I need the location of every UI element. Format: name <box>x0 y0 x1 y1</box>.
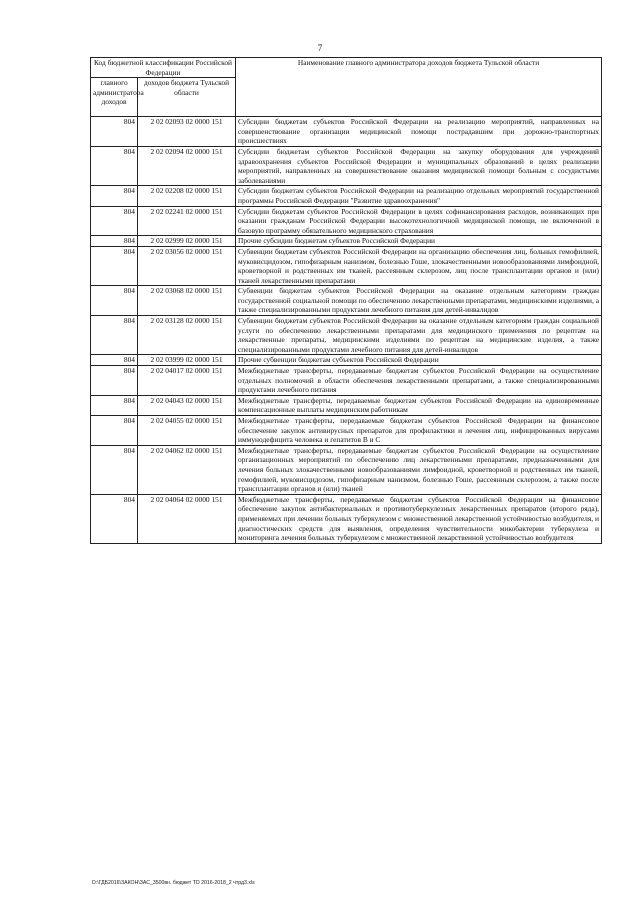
table-row <box>91 355 602 366</box>
table-row <box>91 117 602 147</box>
admin-code: 804 <box>91 445 138 494</box>
revenue-code: 2 02 03999 02 0000 151 <box>138 355 236 366</box>
admin-code: 804 <box>91 494 138 543</box>
table-row <box>91 494 602 543</box>
revenue-column-header: доходов бюджета Тульской области <box>138 78 236 117</box>
admin-code: 804 <box>91 186 138 206</box>
table-row <box>91 146 602 185</box>
revenue-code: 2 02 03068 02 0000 151 <box>138 286 236 316</box>
budget-classification-table <box>90 57 602 544</box>
admin-code: 804 <box>91 286 138 316</box>
revenue-name: Субвенции бюджетам субъектов Российской Федерации на организацию обеспечения лиц, больных гемофилией, муковисцидозом, гипофизарным нанизмом, болезнью Гоше, злокачественными новообразованиями лимфоидной, кроветворной и родственных им тканей, рассеянным склерозом, лиц после трансплантации органов и (или) тканей лекарственными препаратами <box>236 246 602 285</box>
admin-column-header: главного администратора доходов <box>91 78 138 117</box>
admin-code: 804 <box>91 395 138 415</box>
revenue-name: Субсидии бюджетам субъектов Российской Федерации на реализацию мероприятий, направленных на совершенствование организации медицинской помощи пострадавшим при дорожно-транспортных происшествиях <box>236 117 602 147</box>
table-row <box>91 395 602 415</box>
admin-code: 804 <box>91 236 138 247</box>
admin-code: 804 <box>91 316 138 355</box>
revenue-name: Прочие субвенции бюджетам субъектов Российской Федерации <box>236 355 602 366</box>
revenue-code: 2 02 03056 02 0000 151 <box>138 246 236 285</box>
revenue-code: 2 02 04017 02 0000 151 <box>138 366 236 396</box>
file-path-footer: D:\ГДБ2016\ЗАКОН\ЗАС_3500вн. бюджет ТО 2016-2018_2 чтрд3.xls <box>92 880 255 886</box>
table-row <box>91 236 602 247</box>
revenue-code: 2 02 04055 02 0000 151 <box>138 416 236 446</box>
admin-code: 804 <box>91 355 138 366</box>
revenue-code: 2 02 02241 02 0000 151 <box>138 206 236 236</box>
admin-code: 804 <box>91 117 138 147</box>
table-row <box>91 445 602 494</box>
admin-code: 804 <box>91 146 138 185</box>
table-row <box>91 186 602 206</box>
revenue-name: Субсидии бюджетам субъектов Российской Федерации в целях софинансирования расходов, возникающих при оказании гражданам Российской Федерации высокотехнологичной медицинской помощи, не включенной в базовую программу обязательного медицинского страхования <box>236 206 602 236</box>
table-row <box>91 286 602 316</box>
name-column-header: Наименование главного администратора доходов бюджета Тульской области <box>236 58 602 117</box>
revenue-name: Субсидии бюджетам субъектов Российской Федерации на реализацию отдельных мероприятий государственной программы Российской Федерации "Развитие здравоохранения" <box>236 186 602 206</box>
revenue-name: Субвенции бюджетам субъектов Российской Федерации на оказание отдельным категориям граждан социальной услуги по обеспечению лекарственными препаратами для медицинского применения по рецептам на лекарственные препараты, медицинскими изделиями по рецептам на медицинские изделия, а также специализированными продуктами лечебного питания для детей-инвалидов <box>236 316 602 355</box>
revenue-name: Прочие субсидии бюджетам субъектов Российской Федерации <box>236 236 602 247</box>
table-row <box>91 206 602 236</box>
revenue-code: 2 02 04064 02 0000 151 <box>138 494 236 543</box>
revenue-code: 2 02 02208 02 0000 151 <box>138 186 236 206</box>
revenue-name: Межбюджетные трансферты, передаваемые бюджетам субъектов Российской Федерации на финансовое обеспечение закупок антивирусных препаратов для профилактики и лечения лиц, инфицированных вирусами иммунодефицита человека и гепатитов В и С <box>236 416 602 446</box>
revenue-name: Межбюджетные трансферты, передаваемые бюджетам субъектов Российской Федерации на осуществление организационных мероприятий по обеспечению лиц лекарственными препаратами, предназначенными для лечения больных злокачественными новообразованиями лимфоидной, кроветворной и родственных им тканей, гемофилией, муковисцидозом, гипофизарным нанизмом, болезнью Гоше, рассеянным склерозом, а также после трансплантации органов и (или) тканей <box>236 445 602 494</box>
code-group-header: Код бюджетной классификации Российской Федерации <box>91 58 236 78</box>
admin-code: 804 <box>91 246 138 285</box>
revenue-name: Межбюджетные трансферты, передаваемые бюджетам субъектов Российской Федерации на финансовое обеспечение закупок антибактериальных и противотуберкулезных лекарственных препаратов (второго ряда), применяемых при лечении больных туберкулезом с множественной лекарственной устойчивостью возбудителя, и диагностических средств для выявления, определения чувствительности микобактерии туберкулеза и мониторинга лечения больных туберкулезом с множественной лекарственной устойчивостью возбудителя <box>236 494 602 543</box>
table-row <box>91 416 602 446</box>
revenue-name: Субвенции бюджетам субъектов Российской Федерации на оказание отдельным категориям граждан государственной социальной помощи по обеспечению лекарственными препаратами, медицинскими изделиями, а также специализированными продуктами лечебного питания для детей-инвалидов <box>236 286 602 316</box>
revenue-code: 2 02 04062 02 0000 151 <box>138 445 236 494</box>
table-row <box>91 366 602 396</box>
revenue-name: Субсидии бюджетам субъектов Российской Федерации на закупку оборудования для учреждений здравоохранения субъектов Российской Федерации и муниципальных образований в целях реализации мероприятий, направленных на совершенствование оказания медицинской помощи больным с сосудистыми заболеваниями <box>236 146 602 185</box>
revenue-code: 2 02 04043 02 0000 151 <box>138 395 236 415</box>
revenue-code: 2 02 03128 02 0000 151 <box>138 316 236 355</box>
revenue-name: Межбюджетные трансферты, передаваемые бюджетам субъектов Российской Федерации на единовременные компенсационные выплаты медицинским работникам <box>236 395 602 415</box>
admin-code: 804 <box>91 416 138 446</box>
revenue-code: 2 02 02094 02 0000 151 <box>138 146 236 185</box>
revenue-name: Межбюджетные трансферты, передаваемые бюджетам субъектов Российской Федерации на осуществление отдельных полномочий в области обеспечения лекарственными препаратами, а также специализированными продуктами лечебного питания <box>236 366 602 396</box>
table-row <box>91 246 602 285</box>
revenue-code: 2 02 02999 02 0000 151 <box>138 236 236 247</box>
revenue-code: 2 02 02093 02 0000 151 <box>138 117 236 147</box>
page-number: 7 <box>317 43 323 53</box>
table-row <box>91 316 602 355</box>
admin-code: 804 <box>91 366 138 396</box>
admin-code: 804 <box>91 206 138 236</box>
